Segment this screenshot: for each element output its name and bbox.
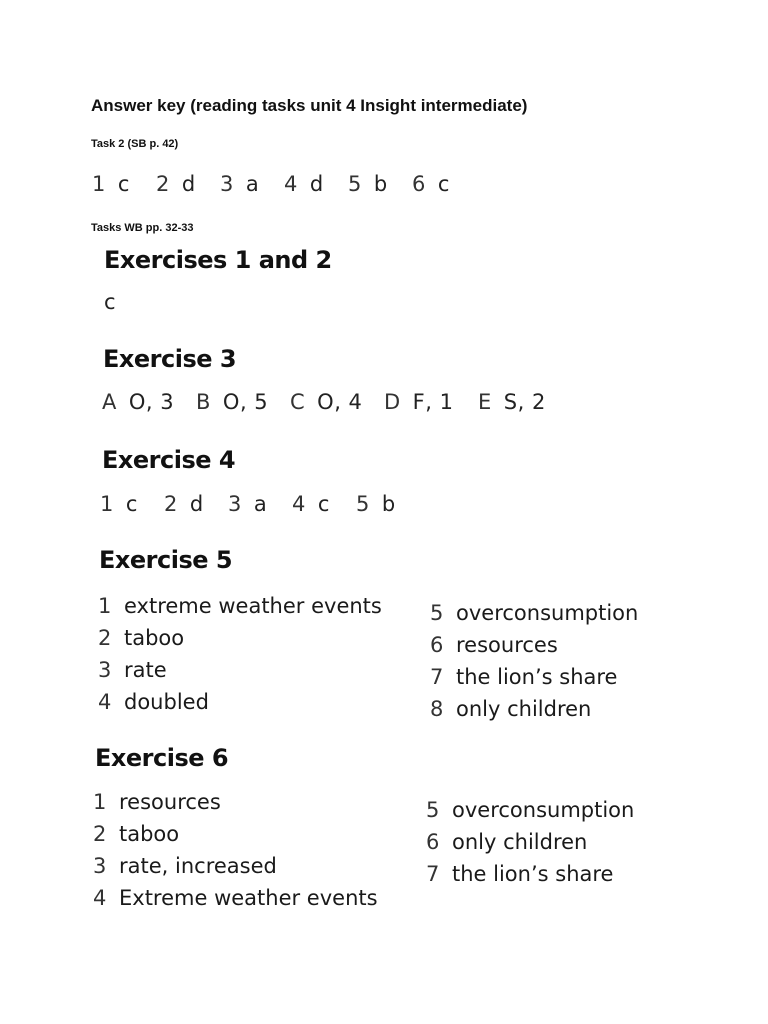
exercise-1-2-answer: c (104, 290, 116, 314)
list-item (98, 686, 382, 718)
exercise-6-list-left (93, 786, 378, 914)
exercise-5-heading: Exercise 5 (99, 546, 233, 574)
item-text: rate (124, 658, 167, 682)
answer-value: d (189, 492, 204, 516)
answer-value: d (181, 172, 196, 196)
answer-number: 2 (156, 172, 170, 196)
answer-item (92, 172, 156, 196)
answer-value: F, 1 (412, 390, 454, 414)
answer-value: O, 5 (222, 390, 269, 414)
answer-item (102, 390, 196, 414)
answer-item (356, 492, 420, 516)
list-item (426, 858, 634, 890)
list-item (426, 826, 634, 858)
answer-value: S, 2 (503, 390, 546, 414)
answer-number: 4 (284, 172, 298, 196)
exercise-6-list-right (426, 794, 634, 890)
list-item (93, 786, 378, 818)
answer-item (100, 492, 164, 516)
answer-value: b (373, 172, 388, 196)
item-number: 5 (430, 601, 444, 625)
answer-letter: B (196, 390, 211, 414)
exercise-3-heading: Exercise 3 (103, 345, 237, 373)
list-item (426, 794, 634, 826)
task2-answers (92, 172, 476, 196)
item-number: 7 (426, 862, 440, 886)
answer-value: b (381, 492, 396, 516)
answer-item (220, 172, 284, 196)
answer-item (290, 390, 384, 414)
exercise-5-list-left (98, 590, 382, 718)
item-number: 3 (93, 854, 107, 878)
answer-number: 5 (356, 492, 370, 516)
answer-item (156, 172, 220, 196)
answer-number: 6 (412, 172, 426, 196)
answer-value: c (317, 492, 330, 516)
answer-item (292, 492, 356, 516)
answer-value: a (245, 172, 260, 196)
item-text: rate, increased (119, 854, 277, 878)
answer-number: 1 (92, 172, 106, 196)
exercise-4-answers (100, 492, 420, 516)
list-item (430, 629, 638, 661)
item-number: 7 (430, 665, 444, 689)
item-text: taboo (119, 822, 180, 846)
answer-item (164, 492, 228, 516)
list-item (430, 693, 638, 725)
item-number: 6 (426, 830, 440, 854)
item-text: doubled (124, 690, 209, 714)
item-number: 6 (430, 633, 444, 657)
exercise-3-answers (102, 390, 572, 414)
item-number: 3 (98, 658, 112, 682)
exercise-1-2-heading: Exercises 1 and 2 (104, 246, 332, 274)
list-item (430, 661, 638, 693)
answer-item (348, 172, 412, 196)
item-text: overconsumption (456, 601, 639, 625)
item-text: taboo (124, 626, 185, 650)
item-text: the lion’s share (456, 665, 618, 689)
answer-item (196, 390, 290, 414)
answer-value: a (253, 492, 268, 516)
list-item (98, 654, 382, 686)
item-number: 2 (93, 822, 107, 846)
item-number: 8 (430, 697, 444, 721)
answer-value: c (437, 172, 450, 196)
answer-value: O, 4 (317, 390, 363, 414)
answer-number: 5 (348, 172, 362, 196)
answer-letter: D (384, 390, 401, 414)
answer-item (412, 172, 476, 196)
answer-number: 1 (100, 492, 114, 516)
task2-label: Task 2 (SB p. 42) (91, 138, 179, 150)
list-item (93, 882, 378, 914)
page-title: Answer key (reading tasks unit 4 Insight intermediate) (91, 96, 528, 115)
answer-value: O, 3 (128, 390, 175, 414)
answer-number: 3 (220, 172, 234, 196)
answer-value: d (309, 172, 324, 196)
item-number: 1 (93, 790, 107, 814)
exercise-5-list-right (430, 597, 638, 725)
item-number: 4 (98, 690, 112, 714)
answer-number: 4 (292, 492, 306, 516)
tasks-wb-label: Tasks WB pp. 32-33 (91, 222, 194, 234)
list-item (93, 850, 378, 882)
list-item (98, 590, 382, 622)
answer-letter: C (290, 390, 306, 414)
item-text: resources (119, 790, 221, 814)
item-text: the lion’s share (452, 862, 614, 886)
item-text: only children (456, 697, 592, 721)
item-number: 1 (98, 594, 112, 618)
list-item (98, 622, 382, 654)
answer-number: 3 (228, 492, 242, 516)
answer-letter: E (478, 390, 492, 414)
item-text: resources (456, 633, 558, 657)
item-text: extreme weather events (124, 594, 382, 618)
item-number: 2 (98, 626, 112, 650)
item-text: overconsumption (452, 798, 635, 822)
answer-value: c (125, 492, 138, 516)
exercise-6-heading: Exercise 6 (95, 744, 229, 772)
item-text: Extreme weather events (119, 886, 378, 910)
answer-letter: A (102, 390, 117, 414)
answer-item (284, 172, 348, 196)
item-number: 4 (93, 886, 107, 910)
answer-item (478, 390, 572, 414)
list-item (93, 818, 378, 850)
item-text: only children (452, 830, 588, 854)
answer-value: c (117, 172, 130, 196)
answer-item (384, 390, 478, 414)
item-number: 5 (426, 798, 440, 822)
exercise-4-heading: Exercise 4 (102, 446, 236, 474)
list-item (430, 597, 638, 629)
answer-item (228, 492, 292, 516)
answer-number: 2 (164, 492, 178, 516)
